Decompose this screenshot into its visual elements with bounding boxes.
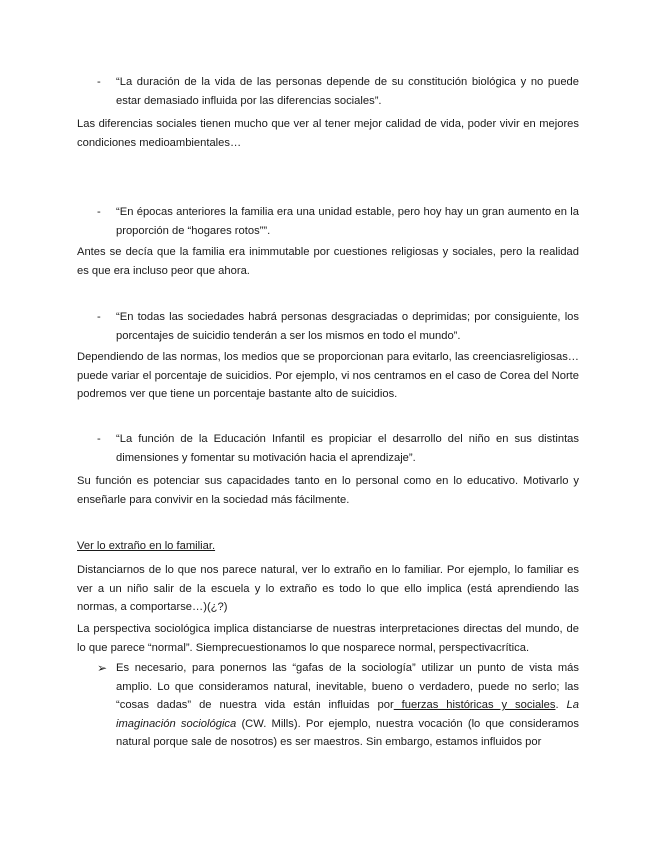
arrow-bullet-text [116,659,579,752]
dash-marker: - [97,433,101,445]
quote-item [97,308,579,345]
quote-item [97,430,579,467]
answer-paragraph: Dependiendo de las normas, los medios que se proporcionan para evitarlo, las creenciasreligiosas… puede variar el porcentaje de suicidios. Por ejemplo, vi nos centramos en el caso de Corea del Norte podremos ver que tiene un porcentaje bastante alto de suicidios. [77,351,579,400]
italic-title: La imaginación sociológica [116,699,579,730]
section-paragraph: Distanciarnos de lo que nos parece natural, ver lo extraño en lo familiar. Por ejemplo, lo familiar es ver a un niño salir de la escuela y lo extraño es todo lo que ello implica (está aprendiendo las normas, a comportarse…)(¿?) [77,564,579,613]
quote-item [97,73,579,110]
bullet-text-part: (CW. Mills). Por ejemplo, nuestra vocación (lo que consideramos natural porque sale de nosotros) es ser maestros. Sin embargo, estamos influidos por [116,717,579,748]
quote-text: “En épocas anteriores la familia era una unidad estable, pero hoy hay un gran aumento en la proporción de “hogares rotos””. [116,206,579,237]
dash-marker: - [97,206,101,218]
quote-text: “En todas las sociedades habrá personas desgraciadas o deprimidas; por consiguiente, los porcentajes de suicidio tenderán a ser los mismos en todo el mundo”. [116,311,579,342]
underlined-phrase: fuerzas históricas y sociales [393,699,556,711]
bullet-text-part: . [555,699,567,711]
dash-marker: - [97,311,101,323]
quote-text: “La función de la Educación Infantil es propiciar el desarrollo del niño en sus distintas dimensiones y fomentar su motivación hacia el aprendizaje”. [116,433,579,464]
section-paragraph: La perspectiva sociológica implica distanciarse de nuestras interpretaciones directas del mundo, de lo que parece “normal”. Siemprecuestionamos lo que nosparece normal, perspectivacrítica. [77,623,579,654]
quote-text: “La duración de la vida de las personas depende de su constitución biológica y no puede estar demasiado influida por las diferencias sociales”. [116,76,579,107]
bullet-text-part: Es necesario, para ponernos las “gafas de la sociología” utilizar un punto de vista más amplio. Lo que consideramos natural, inevitable, bueno o verdadero, puede no serlo; las “cosas dadas” de nuestra vida están influidas por [116,662,579,711]
section-heading [77,537,579,556]
quote-item [97,203,579,240]
arrow-bullet-item [97,659,579,752]
answer-paragraph: Antes se decía que la familia era inimmutable por cuestiones religiosas y sociales, pero la realidad es que era incluso peor que ahora. [77,246,579,277]
section-heading-text: Ver lo extraño en lo familiar. [77,540,216,552]
arrow-bullet-icon: ➢ [97,661,108,675]
answer-paragraph: Su función es potenciar sus capacidades tanto en lo personal como en lo educativo. Motivarlo y enseñarle para convivir en la sociedad más fácilmente. [77,475,579,506]
dash-marker: - [97,76,101,88]
answer-paragraph: Las diferencias sociales tienen mucho que ver al tener mejor calidad de vida, poder vivir en mejores condiciones medioambientales… [77,118,579,149]
